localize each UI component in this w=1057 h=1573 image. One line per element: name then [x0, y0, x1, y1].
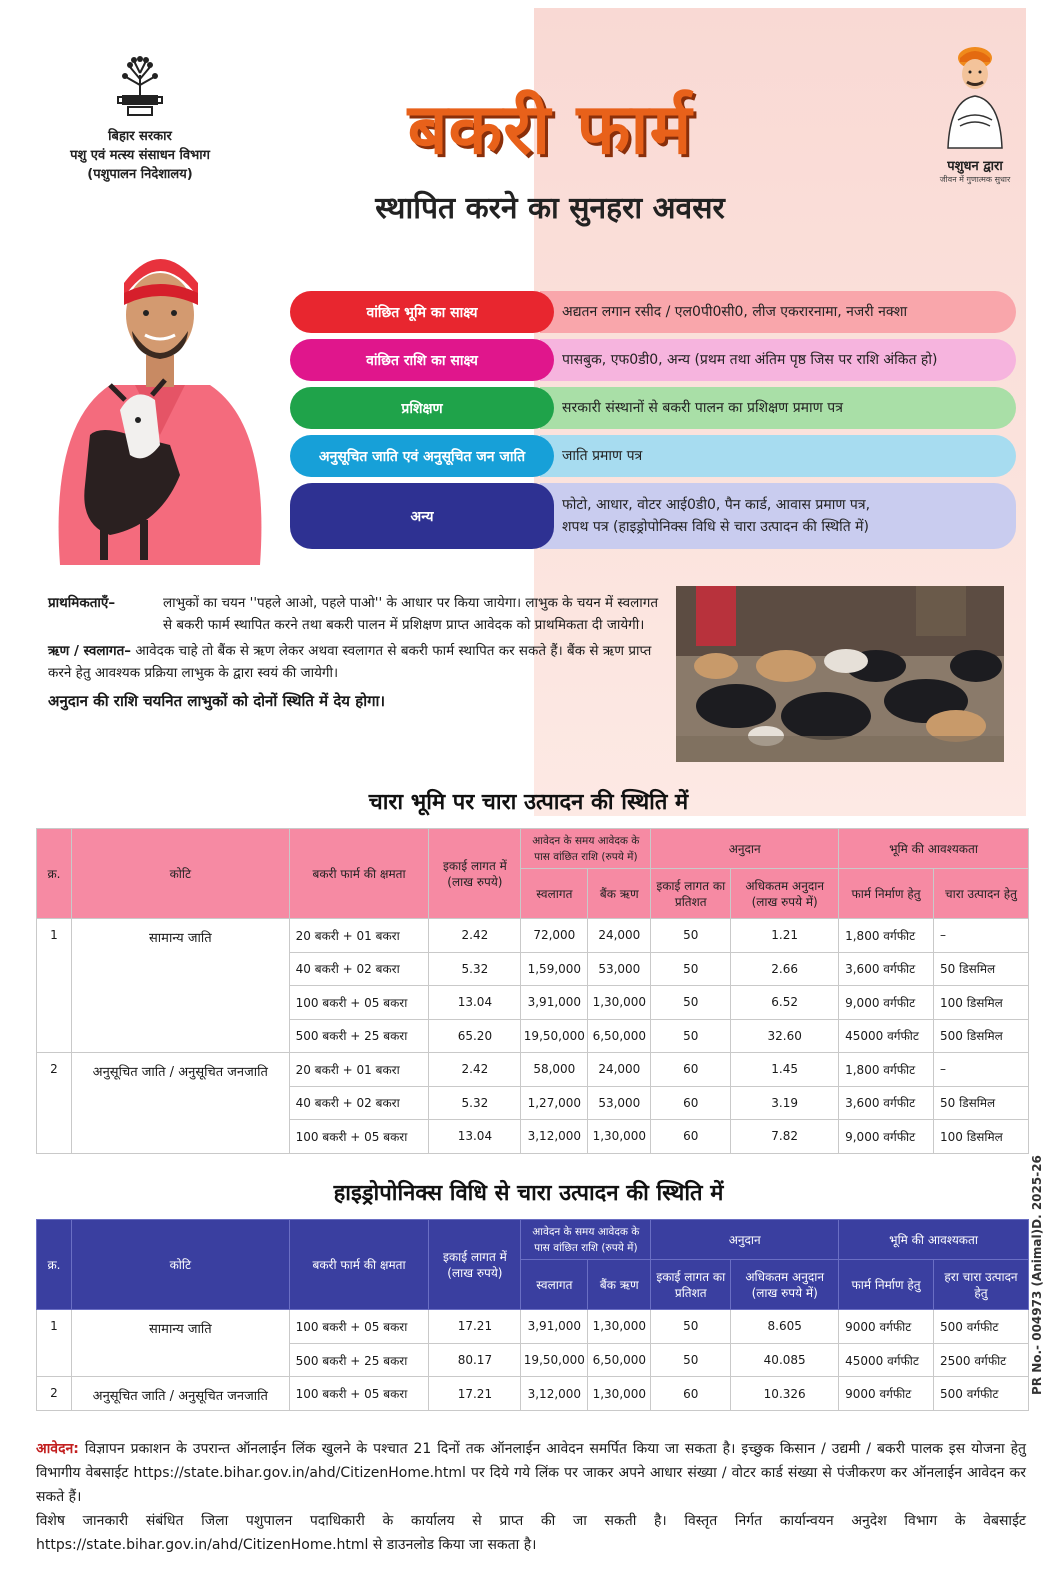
table-row	[37, 1053, 1029, 1087]
cell-fodder: –	[934, 1053, 1029, 1087]
doc-label: वांछित राशि का साक्ष्य	[290, 339, 554, 381]
doc-label: अनुसूचित जाति एवं अनुसूचित जन जाति	[290, 435, 554, 477]
cell-farm-build: 45000 वर्गफीट	[839, 1019, 934, 1053]
header-unit-cost: इकाई लागत में (लाख रुपये)	[429, 829, 521, 919]
cell-loan: 1,30,000	[588, 1120, 651, 1154]
cell-farm-build: 1,800 वर्गफीट	[839, 1053, 934, 1087]
cell-pct: 50	[651, 986, 731, 1020]
priority-key: प्राथमिकताएँ–	[48, 595, 116, 611]
cell-farm-build: 45000 वर्गफीट	[839, 1343, 934, 1377]
cell-farm-build: 1,800 वर्गफीट	[839, 919, 934, 953]
cell-self: 19,50,000	[521, 1019, 588, 1053]
cell-pct: 50	[651, 1310, 731, 1344]
mascot-tagline: जीवन में गुणात्मक सुधार	[939, 175, 1011, 184]
priority-text: लाभुकों का चयन ''पहले आओ, पहले पाओ'' के आधार पर किया जायेगा। लाभुक के चयन में स्वलागत से बकरी फार्म स्थापित करने तथा बकरी पालन में प्रशिक्षण प्राप्त आवेदक को प्राथमिकता दी जायेगी।	[163, 595, 659, 633]
cell-max-grant: 32.60	[731, 1019, 839, 1053]
cell-capacity: 500 बकरी + 25 बकरा	[289, 1019, 429, 1053]
cell-max-grant: 7.82	[731, 1120, 839, 1154]
doc-value	[540, 483, 1016, 549]
farmer-with-goat-image	[40, 235, 280, 565]
cell-unit-cost: 17.21	[429, 1377, 521, 1411]
cell-fodder: 500 डिसमिल	[934, 1019, 1029, 1053]
header-loan: बैंक ऋण	[588, 869, 651, 919]
cell-unit-cost: 13.04	[429, 1120, 521, 1154]
cell-loan: 1,30,000	[588, 1377, 651, 1411]
cell-max-grant: 3.19	[731, 1086, 839, 1120]
header-fodder: चारा उत्पादन हेतु	[934, 869, 1029, 919]
doc-label: वांछित भूमि का साक्ष्य	[290, 291, 554, 333]
header-sno: क्र.	[37, 1220, 72, 1310]
cell-capacity: 40 बकरी + 02 बकरा	[289, 952, 429, 986]
cell-farm-build: 9,000 वर्गफीट	[839, 1120, 934, 1154]
doc-label: प्रशिक्षण	[290, 387, 554, 429]
cell-max-grant: 10.326	[731, 1377, 839, 1411]
grant-note: अनुदान की राशि चयनित लाभुकों को दोनों स्थिति में देय होगा।	[48, 692, 386, 710]
cell-unit-cost: 13.04	[429, 986, 521, 1020]
header-green-fodder: हरा चारा उत्पादन हेतु	[934, 1260, 1029, 1310]
application-footer	[36, 1437, 1026, 1557]
cell-self: 3,12,000	[521, 1377, 588, 1411]
cell-capacity: 100 बकरी + 05 बकरा	[289, 1120, 429, 1154]
cell-farm-build: 9,000 वर्गफीट	[839, 986, 934, 1020]
fodder-land-table	[36, 828, 1029, 1154]
cell-capacity: 20 बकरी + 01 बकरा	[289, 1053, 429, 1087]
cell-max-grant: 2.66	[731, 952, 839, 986]
table-row	[37, 919, 1029, 953]
cell-unit-cost: 5.32	[429, 1086, 521, 1120]
cell-capacity: 500 बकरी + 25 बकरा	[289, 1343, 429, 1377]
header-pct: इकाई लागत का प्रतिशत	[651, 869, 731, 919]
cell-pct: 50	[651, 1343, 731, 1377]
cell-pct: 60	[651, 1086, 731, 1120]
doc-value-line: शपथ पत्र (हाइड्रोपोनिक्स विधि से चारा उत्पादन की स्थिति में)	[562, 519, 869, 535]
table2-body	[37, 1310, 1029, 1411]
cell-loan: 24,000	[588, 919, 651, 953]
cell-unit-cost: 80.17	[429, 1343, 521, 1377]
cell-fodder: 500 वर्गफीट	[934, 1377, 1029, 1411]
doc-value: पासबुक, एफ0डी0, अन्य (प्रथम तथा अंतिम पृष्ठ जिस पर राशि अंकित हो)	[540, 339, 1016, 381]
cell-capacity: 40 बकरी + 02 बकरा	[289, 1086, 429, 1120]
cell-sno: 2	[37, 1053, 72, 1154]
doc-row-land-proof	[290, 291, 1016, 333]
cell-unit-cost: 2.42	[429, 1053, 521, 1087]
header-max-grant: अधिकतम अनुदान (लाख रुपये में)	[731, 869, 839, 919]
header-land-group: भूमि की आवश्यकता	[839, 1220, 1029, 1260]
doc-value: जाति प्रमाण पत्र	[540, 435, 1016, 477]
directorate-name: (पशुपालन निदेशालय)	[87, 167, 193, 182]
cell-sno: 1	[37, 919, 72, 1053]
cell-self: 3,12,000	[521, 1120, 588, 1154]
table-row	[37, 1310, 1029, 1344]
header-max-grant: अधिकतम अनुदान (लाख रुपये में)	[731, 1260, 839, 1310]
document-requirements	[290, 291, 1016, 555]
doc-value: अद्यतन लगान रसीद / एल0पी0सी0, लीज एकरारनामा, नजरी नक्शा	[540, 291, 1016, 333]
header-capacity: बकरी फार्म की क्षमता	[289, 1220, 429, 1310]
main-title: बकरी फार्म	[407, 88, 693, 170]
header-farm-build: फार्म निर्माण हेतु	[839, 1260, 934, 1310]
cell-fodder: 50 डिसमिल	[934, 952, 1029, 986]
doc-row-fund-proof	[290, 339, 1016, 381]
doc-label: अन्य	[290, 483, 554, 549]
cell-farm-build: 3,600 वर्गफीट	[839, 952, 934, 986]
header-koti: कोटि	[71, 829, 289, 919]
cell-capacity: 20 बकरी + 01 बकरा	[289, 919, 429, 953]
cell-max-grant: 1.21	[731, 919, 839, 953]
loan-key: ऋण / स्वलागत–	[48, 643, 132, 659]
bodhi-tree-emblem-icon	[112, 55, 168, 119]
pr-number: PR No.- 004973 (Animal)D. 2025-26	[1030, 1155, 1044, 1395]
cell-pct: 50	[651, 1019, 731, 1053]
cell-fodder: 50 डिसमिल	[934, 1086, 1029, 1120]
sub-title: स्थापित करने का सुनहरा अवसर	[375, 191, 725, 226]
gov-name: बिहार सरकार	[108, 129, 172, 144]
cell-sno: 2	[37, 1377, 72, 1411]
cell-farm-build: 3,600 वर्गफीट	[839, 1086, 934, 1120]
priority-row	[48, 592, 663, 636]
cell-loan: 53,000	[588, 1086, 651, 1120]
header-unit-cost: इकाई लागत में (लाख रुपये)	[429, 1220, 521, 1310]
application-paragraph	[36, 1437, 1026, 1509]
cell-fodder: 100 डिसमिल	[934, 986, 1029, 1020]
government-header	[50, 55, 230, 184]
cell-self: 72,000	[521, 919, 588, 953]
cell-loan: 1,30,000	[588, 1310, 651, 1344]
loan-text-wrap	[48, 640, 663, 684]
loan-row	[48, 640, 663, 684]
cell-max-grant: 1.45	[731, 1053, 839, 1087]
header-funds-group: आवेदन के समय आवेदक के पास वांछित राशि (रुपये में)	[521, 1220, 651, 1260]
mascot-title: पशुधन द्वारा	[947, 159, 1003, 174]
cell-fodder: 500 वर्गफीट	[934, 1310, 1029, 1344]
header-grant-group: अनुदान	[651, 829, 839, 869]
cell-koti: सामान्य जाति	[71, 1310, 289, 1377]
cell-self: 1,27,000	[521, 1086, 588, 1120]
cell-farm-build: 9000 वर्गफीट	[839, 1377, 934, 1411]
header-farm-build: फार्म निर्माण हेतु	[839, 869, 934, 919]
application-text: विज्ञापन प्रकाशन के उपरान्त ऑनलाईन लिंक खुलने के पश्चात 21 दिनों तक ऑनलाईन आवेदन समर्पित किया जा सकता है। इच्छुक किसान / उद्यमी / बकरी पालक इस योजना हेतु विभागीय वेबसाईट https://state.bihar.gov.in/ahd/CitizenHome.html पर दिये गये लिंक पर जाकर अपने आधार संख्या / वोटर कार्ड संख्या से पंजीकरण कर ऑनलाईन आवेदन कर सकते हैं।	[36, 1441, 1026, 1505]
goat-herd-photo	[676, 586, 1004, 762]
cell-koti: अनुसूचित जाति / अनुसूचित जनजाति	[71, 1053, 289, 1154]
cell-unit-cost: 2.42	[429, 919, 521, 953]
cell-koti: अनुसूचित जाति / अनुसूचित जनजाति	[71, 1377, 289, 1411]
header-pct: इकाई लागत का प्रतिशत	[651, 1260, 731, 1310]
table2-title: हाइड्रोपोनिक्स विधि से चारा उत्पादन की स्थिति में	[333, 1181, 724, 1206]
cell-self: 19,50,000	[521, 1343, 588, 1377]
cell-farm-build: 9000 वर्गफीट	[839, 1310, 934, 1344]
cell-self: 3,91,000	[521, 986, 588, 1020]
cell-max-grant: 40.085	[731, 1343, 839, 1377]
cell-loan: 24,000	[588, 1053, 651, 1087]
header-sno: क्र.	[37, 829, 72, 919]
cell-fodder: 100 डिसमिल	[934, 1120, 1029, 1154]
info-paragraph: विशेष जानकारी संबंधित जिला पशुपालन पदाधिकारी के कार्यालय से प्राप्त की जा सकती है। विस्तृत निर्गत कार्यान्वयन अनुदेश विभाग के वेबसाईट https://state.bihar.gov.in/ahd/CitizenHome.html से डाउनलोड किया जा सकता है।	[36, 1513, 1026, 1553]
doc-value: सरकारी संस्थानों से बकरी पालन का प्रशिक्षण प्रमाण पत्र	[540, 387, 1016, 429]
header-self: स्वलागत	[521, 1260, 588, 1310]
table-row	[37, 1377, 1029, 1411]
table1-title: चारा भूमि पर चारा उत्पादन की स्थिति में	[368, 790, 689, 815]
doc-row-other	[290, 483, 1016, 549]
cell-max-grant: 8.605	[731, 1310, 839, 1344]
cell-pct: 60	[651, 1053, 731, 1087]
cell-unit-cost: 65.20	[429, 1019, 521, 1053]
cell-unit-cost: 5.32	[429, 952, 521, 986]
doc-value-line: फोटो, आधार, वोटर आई0डी0, पैन कार्ड, आवास प्रमाण पत्र,	[562, 497, 871, 513]
cell-loan: 6,50,000	[588, 1019, 651, 1053]
cell-capacity: 100 बकरी + 05 बकरा	[289, 986, 429, 1020]
cell-self: 58,000	[521, 1053, 588, 1087]
cell-fodder: 2500 वर्गफीट	[934, 1343, 1029, 1377]
header-capacity: बकरी फार्म की क्षमता	[289, 829, 429, 919]
header-funds-group: आवेदन के समय आवेदक के पास वांछित राशि (रुपये में)	[521, 829, 651, 869]
header-land-group: भूमि की आवश्यकता	[839, 829, 1029, 869]
mascot-block	[920, 40, 1030, 185]
cell-capacity: 100 बकरी + 05 बकरा	[289, 1377, 429, 1411]
cell-unit-cost: 17.21	[429, 1310, 521, 1344]
cell-loan: 6,50,000	[588, 1343, 651, 1377]
cell-koti: सामान्य जाति	[71, 919, 289, 1053]
cell-self: 1,59,000	[521, 952, 588, 986]
application-lead: आवेदन:	[36, 1441, 79, 1457]
cell-pct: 60	[651, 1377, 731, 1411]
table1-body	[37, 919, 1029, 1154]
cell-pct: 60	[651, 1120, 731, 1154]
loan-text: आवेदक चाहे तो बैंक से ऋण लेकर अथवा स्वलागत से बकरी फार्म स्थापित कर सकते हैं। बैंक से ऋण प्राप्त करने हेतु आवश्यक प्रक्रिया लाभुक के द्वारा स्वयं की जायेगी।	[48, 643, 652, 681]
cell-max-grant: 6.52	[731, 986, 839, 1020]
doc-row-caste	[290, 435, 1016, 477]
cell-sno: 1	[37, 1310, 72, 1377]
cell-loan: 53,000	[588, 952, 651, 986]
cell-capacity: 100 बकरी + 05 बकरा	[289, 1310, 429, 1344]
cell-pct: 50	[651, 919, 731, 953]
priority-section	[48, 592, 663, 712]
cell-pct: 50	[651, 952, 731, 986]
doc-row-training	[290, 387, 1016, 429]
department-name: पशु एवं मत्स्य संसाधन विभाग	[70, 148, 210, 163]
cell-self: 3,91,000	[521, 1310, 588, 1344]
hydroponics-table	[36, 1219, 1029, 1411]
turbaned-farmer-mascot-icon	[940, 40, 1010, 150]
cell-fodder: –	[934, 919, 1029, 953]
header-koti: कोटि	[71, 1220, 289, 1310]
header-self: स्वलागत	[521, 869, 588, 919]
header-grant-group: अनुदान	[651, 1220, 839, 1260]
header-loan: बैंक ऋण	[588, 1260, 651, 1310]
cell-loan: 1,30,000	[588, 986, 651, 1020]
